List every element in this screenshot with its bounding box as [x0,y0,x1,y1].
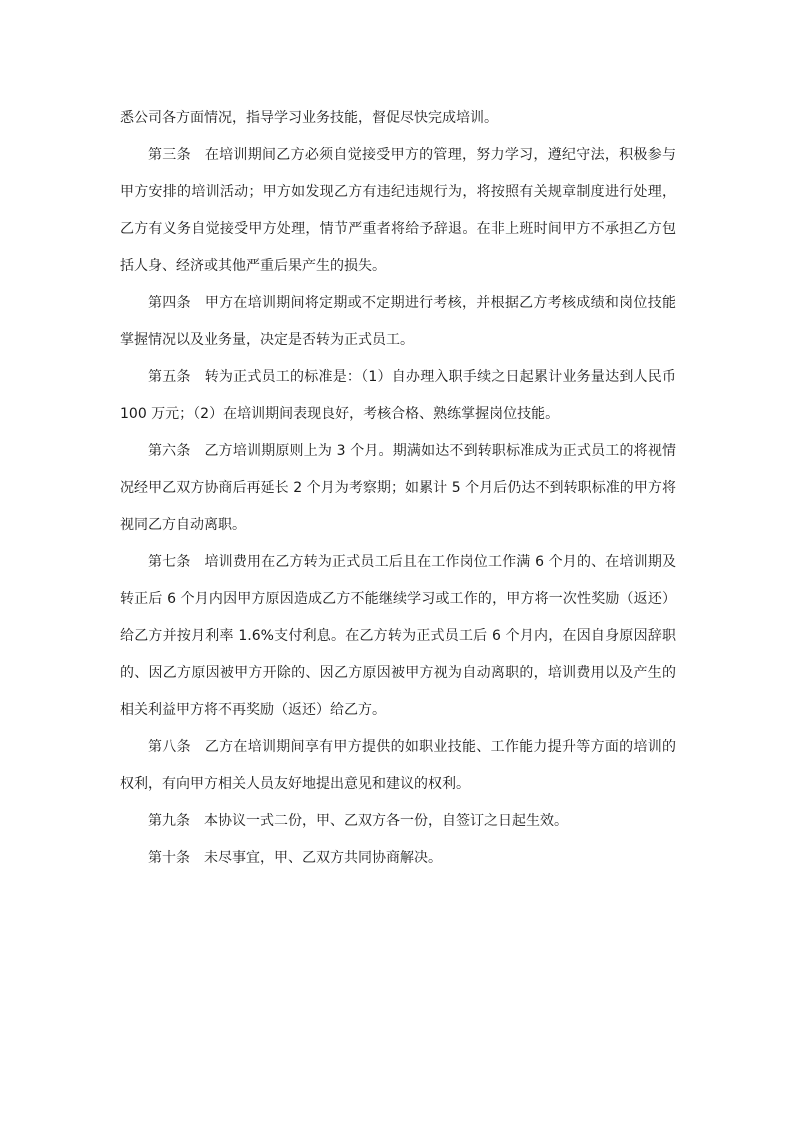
article-6 [120,433,676,544]
paragraph-continuation [120,100,676,137]
article-text: 培训费用在乙方转为正式员工后且在工作岗位工作满 6 个月的、在培训期及转正后 6 个月内因甲方原因造成乙方不能继续学习或工作的，甲方将一次性奖励（返还）给乙方并按月利率 1.6%支付利息。在乙方转为正式员工后 6 个月内，在因自身原因辞职的、因乙方原因被甲方开除的、因乙方原因被甲方视为自动离职的，培训费用以及产生的相关利益甲方将不再奖励（返还）给乙方。 [120,554,676,718]
article-text: 未尽事宜，甲、乙双方共同协商解决。 [204,850,442,866]
article-number: 第九条 [148,813,190,829]
article-text: 乙方在培训期间享有甲方提供的如职业技能、工作能力提升等方面的培训的权利，有向甲方相关人员友好地提出意见和建议的权利。 [120,739,677,792]
article-number: 第三条 [148,147,191,163]
article-number: 第五条 [148,369,191,385]
article-7 [120,544,676,729]
article-text: 甲方在培训期间将定期或不定期进行考核，并根据乙方考核成绩和岗位技能掌握情况以及业务量，决定是否转为正式员工。 [120,295,677,348]
article-3 [120,137,676,285]
article-number: 第四条 [148,295,191,311]
paragraph-text: 悉公司各方面情况，指导学习业务技能，督促尽快完成培训。 [120,110,498,126]
article-text: 本协议一式二份，甲、乙双方各一份，自签订之日起生效。 [204,813,568,829]
article-5 [120,359,676,433]
article-8 [120,729,676,803]
article-text: 乙方培训期原则上为 3 个月。期满如达不到转职标准成为正式员工的将视情况经甲乙双方协商后再延长 2 个月为考察期；如累计 5 个月后仍达不到转职标准的甲方将视同乙方自动离职。 [120,443,676,533]
article-4 [120,285,676,359]
article-number: 第七条 [148,554,191,570]
article-10 [120,840,676,877]
article-number: 第八条 [148,739,191,755]
article-text: 转为正式员工的标准是：（1）自办理入职手续之日起累计业务量达到人民币 100 万元；（2）在培训期间表现良好，考核合格、熟练掌握岗位技能。 [120,369,677,422]
article-text: 在培训期间乙方必须自觉接受甲方的管理，努力学习，遵纪守法，积极参与甲方安排的培训活动；甲方如发现乙方有违纪违规行为，将按照有关规章制度进行处理，乙方有义务自觉接受甲方处理，情节严重者将给予辞退。在非上班时间甲方不承担乙方包括人身、经济或其他严重后果产生的损失。 [120,147,677,274]
document-body [120,100,676,877]
article-9 [120,803,676,840]
article-number: 第六条 [148,443,191,459]
article-number: 第十条 [148,850,190,866]
